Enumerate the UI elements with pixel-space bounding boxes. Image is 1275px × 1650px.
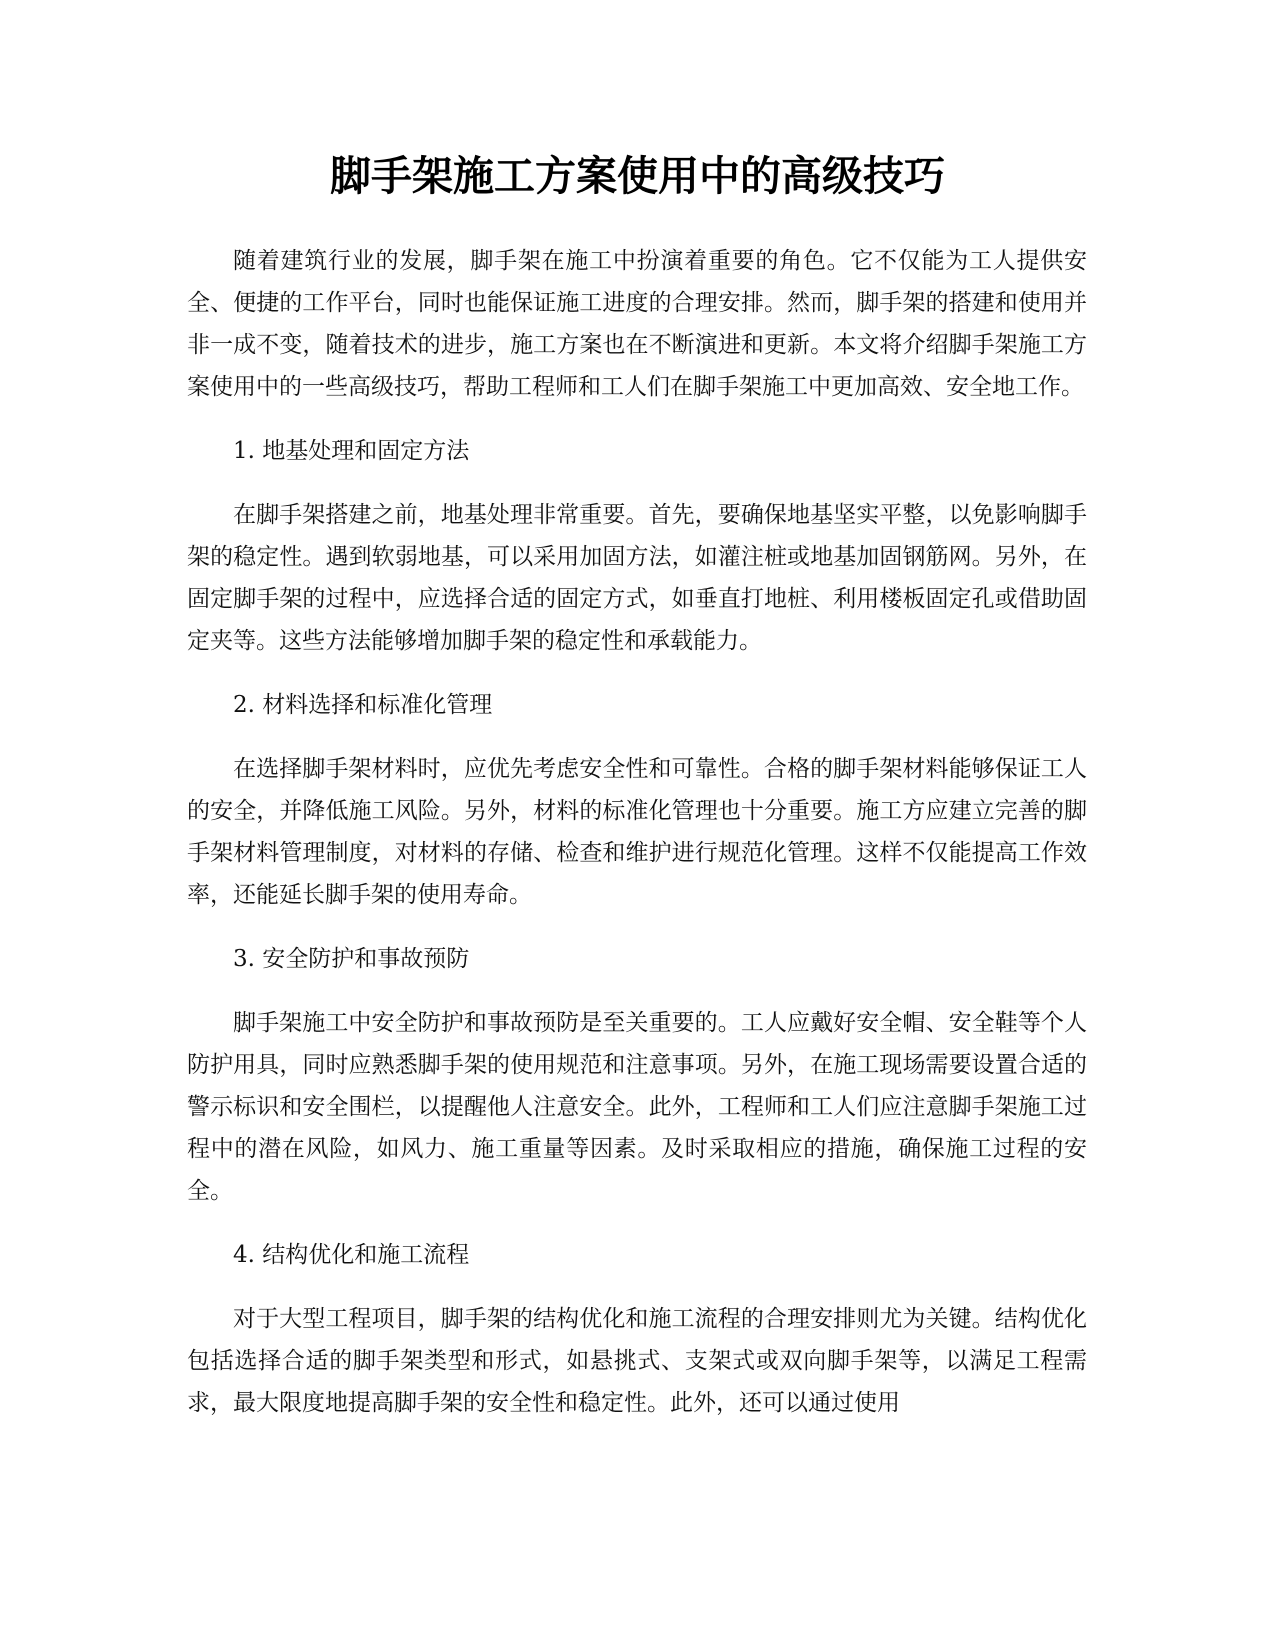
section-paragraph-4: 对于大型工程项目，脚手架的结构优化和施工流程的合理安排则尤为关键。结构优化包括选择合适的脚手架类型和形式，如悬挑式、支架式或双向脚手架等，以满足工程需求，最大限度地提高脚手架的安全性和稳定性。此外，还可以通过使用 xyxy=(187,1306,1087,1416)
section-paragraph-3: 脚手架施工中安全防护和事故预防是至关重要的。工人应戴好安全帽、安全鞋等个人防护用具，同时应熟悉脚手架的使用规范和注意事项。另外，在施工现场需要设置合适的警示标识和安全围栏，以提醒他人注意安全。此外，工程师和工人们应注意脚手架施工过程中的潜在风险，如风力、施工重量等因素。及时采取相应的措施，确保施工过程的安全。 xyxy=(187,1010,1087,1204)
intro-paragraph: 随着建筑行业的发展，脚手架在施工中扮演着重要的角色。它不仅能为工人提供安全、便捷的工作平台，同时也能保证施工进度的合理安排。然而，脚手架的搭建和使用并非一成不变，随着技术的进步，施工方案也在不断演进和更新。本文将介绍脚手架施工方案使用中的一些高级技巧，帮助工程师和工人们在脚手架施工中更加高效、安全地工作。 xyxy=(187,248,1087,400)
document-title: 脚手架施工方案使用中的高级技巧 xyxy=(330,152,945,200)
section-heading-4: 4. 结构优化和施工流程 xyxy=(233,1242,470,1268)
section-heading-1: 1. 地基处理和固定方法 xyxy=(233,438,470,464)
section-paragraph-2: 在选择脚手架材料时，应优先考虑安全性和可靠性。合格的脚手架材料能够保证工人的安全，并降低施工风险。另外，材料的标准化管理也十分重要。施工方应建立完善的脚手架材料管理制度，对材料的存储、检查和维护进行规范化管理。这样不仅能提高工作效率，还能延长脚手架的使用寿命。 xyxy=(187,756,1087,908)
section-heading-2: 2. 材料选择和标准化管理 xyxy=(233,692,493,718)
document-body xyxy=(187,240,1087,1446)
section-paragraph-1: 在脚手架搭建之前，地基处理非常重要。首先，要确保地基坚实平整，以免影响脚手架的稳定性。遇到软弱地基，可以采用加固方法，如灌注桩或地基加固钢筋网。另外，在固定脚手架的过程中，应选择合适的固定方式，如垂直打地桩、利用楼板固定孔或借助固定夹等。这些方法能够增加脚手架的稳定性和承载能力。 xyxy=(187,502,1087,654)
section-heading-3: 3. 安全防护和事故预防 xyxy=(233,946,470,972)
